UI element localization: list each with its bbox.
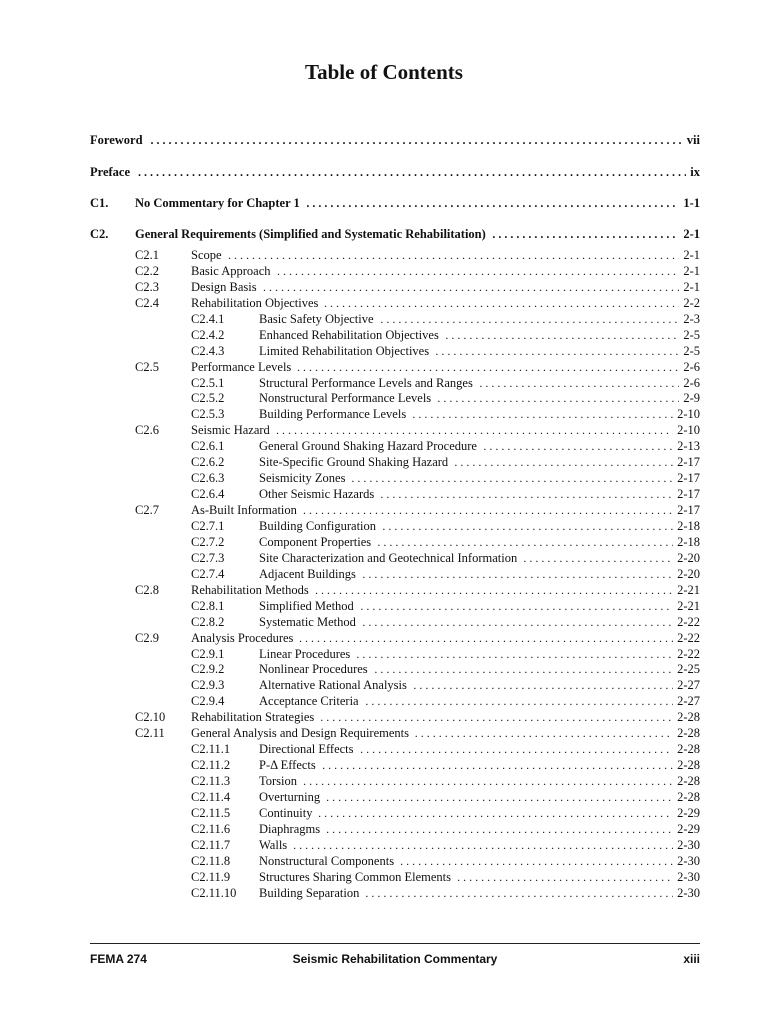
toc-entry-title: Enhanced Rehabilitation Objectives	[259, 327, 439, 342]
toc-section-entry[interactable]	[191, 438, 700, 454]
toc-entry-number: C1.	[90, 196, 109, 210]
toc-leader-dots	[306, 195, 679, 211]
toc-entry-page: 2-28	[677, 710, 700, 725]
toc-entry-number: C2.11.9	[191, 869, 231, 884]
toc-section-entry[interactable]	[135, 582, 700, 598]
toc-entry-number: C2.9.3	[191, 678, 225, 693]
toc-entry-title: General Analysis and Design Requirements	[191, 726, 410, 741]
toc-entry-title: Overturning	[259, 789, 321, 804]
toc-entry-page: 2-1	[683, 227, 700, 241]
toc-section-entry[interactable]	[135, 725, 700, 741]
toc-section-entry[interactable]	[135, 422, 700, 438]
toc-entry-page: 2-29	[677, 821, 700, 836]
toc-leader-dots	[523, 550, 673, 566]
toc-entry-number: C2.9	[135, 630, 159, 645]
toc-entry-title: Simplified Method	[259, 598, 354, 613]
toc-section-entry[interactable]	[191, 646, 700, 662]
toc-entry-page: 2-30	[677, 885, 700, 900]
toc-section-entry[interactable]	[191, 311, 700, 327]
toc-entry-page: 2-17	[677, 503, 700, 518]
toc-leader-dots	[276, 422, 673, 438]
toc-section-entry[interactable]	[191, 821, 700, 837]
toc-leader-dots	[483, 438, 673, 454]
toc-entry-title: Linear Procedures	[259, 646, 351, 661]
toc-entry-page: 2-27	[677, 678, 700, 693]
toc-entry-title: Torsion	[259, 774, 298, 789]
toc-section-entry[interactable]	[191, 757, 700, 773]
toc-section-entry[interactable]	[191, 406, 700, 422]
page-footer	[90, 952, 700, 968]
toc-leader-dots	[303, 773, 673, 789]
toc-entry-page: 2-17	[677, 471, 700, 486]
toc-leader-dots	[415, 725, 673, 741]
toc-section-entry[interactable]	[191, 390, 700, 406]
toc-entry-page: 2-18	[677, 534, 700, 549]
toc-chapter-entry[interactable]	[90, 132, 700, 148]
toc-leader-dots	[138, 164, 686, 180]
toc-entry-number: C2.7.4	[191, 566, 225, 581]
toc-leader-dots	[374, 661, 673, 677]
toc-leader-dots	[412, 406, 673, 422]
toc-entry-page: 2-30	[677, 853, 700, 868]
toc-leader-dots	[400, 853, 673, 869]
toc-entry-page: 1-1	[683, 196, 700, 210]
toc-entry-number: C2.4.3	[191, 343, 225, 358]
toc-entry-title: Limited Rehabilitation Objectives	[259, 343, 430, 358]
toc-leader-dots	[360, 741, 673, 757]
toc-entry-number: Preface	[90, 165, 131, 179]
toc-entry-page: 2-5	[683, 327, 700, 342]
toc-leader-dots	[380, 486, 673, 502]
toc-entry-title: Continuity	[259, 805, 313, 820]
toc-entry-number: C2.11.5	[191, 805, 231, 820]
toc-entry-title: Alternative Rational Analysis	[259, 678, 407, 693]
toc-entry-title: Adjacent Buildings	[259, 566, 356, 581]
toc-leader-dots	[297, 359, 679, 375]
toc-entry-number: C2.5.3	[191, 407, 225, 422]
toc-entry-title: Building Configuration	[259, 518, 377, 533]
toc-leader-dots	[437, 390, 679, 406]
toc-entry-page: ix	[690, 165, 700, 179]
toc-entry-number: C2.7.2	[191, 534, 225, 549]
toc-entry-page: 2-1	[683, 263, 700, 278]
toc-entry-title: Basic Approach	[191, 263, 271, 278]
toc-entry-title: Seismicity Zones	[259, 471, 346, 486]
toc-leader-dots	[293, 837, 673, 853]
toc-leader-dots	[457, 869, 673, 885]
toc-section-entry[interactable]	[135, 247, 700, 263]
toc-entry-number: C2.7	[135, 503, 159, 518]
toc-leader-dots	[303, 502, 673, 518]
toc-leader-dots	[362, 566, 673, 582]
toc-entry-number: C2.8	[135, 582, 159, 597]
toc-leader-dots	[413, 677, 673, 693]
toc-entry-number: C2.10	[135, 710, 166, 725]
toc-entry-number: C2.11.3	[191, 774, 231, 789]
toc-entry-title: Performance Levels	[191, 359, 292, 374]
toc-leader-dots	[356, 646, 673, 662]
toc-section-entry[interactable]	[191, 853, 700, 869]
toc-section-entry[interactable]	[191, 470, 700, 486]
toc-section-entry[interactable]	[135, 263, 700, 279]
toc-entry-number: C2.11.6	[191, 821, 231, 836]
toc-section-entry[interactable]	[191, 741, 700, 757]
toc-section-entry[interactable]	[135, 709, 700, 725]
toc-entry-title: Basic Safety Objective	[259, 311, 374, 326]
toc-entry-number: C2.4.1	[191, 311, 225, 326]
toc-entry-title: P-Δ Effects	[259, 758, 316, 773]
toc-section-entry[interactable]	[191, 343, 700, 359]
toc-chapter-entry[interactable]	[90, 164, 700, 180]
toc-section-entry[interactable]	[191, 550, 700, 566]
toc-section-entry[interactable]	[135, 279, 700, 295]
toc-entry-number: C2.11.7	[191, 837, 231, 852]
toc-entry-page: 2-18	[677, 518, 700, 533]
toc-entry-page: 2-6	[683, 359, 700, 374]
toc-leader-dots	[277, 263, 679, 279]
toc-entry-page: 2-29	[677, 805, 700, 820]
toc-section-entry[interactable]	[191, 677, 700, 693]
toc-leader-dots	[299, 630, 673, 646]
toc-section-entry[interactable]	[191, 518, 700, 534]
toc-leader-dots	[228, 247, 679, 263]
toc-entry-page: 2-30	[677, 869, 700, 884]
toc-leader-dots	[320, 709, 673, 725]
toc-section-entry[interactable]	[191, 837, 700, 853]
toc-section-entry[interactable]	[191, 805, 700, 821]
toc-section-entry[interactable]	[191, 885, 700, 901]
toc-leader-dots	[324, 295, 679, 311]
toc-entry-number: C2.9.1	[191, 646, 225, 661]
toc-leader-dots	[362, 614, 673, 630]
toc-entry-number: C2.6.3	[191, 471, 225, 486]
toc-section-entry[interactable]	[135, 295, 700, 311]
toc-entry-number: C2.4	[135, 295, 159, 310]
toc-section-entry[interactable]	[135, 502, 700, 518]
toc-entry-number: C2.7.1	[191, 518, 225, 533]
toc-entry-page: 2-9	[683, 391, 700, 406]
toc-entry-page: 2-21	[677, 582, 700, 597]
toc-entry-title: Walls	[259, 837, 288, 852]
toc-leader-dots	[454, 454, 673, 470]
toc-section-entry[interactable]	[191, 789, 700, 805]
toc-entry-title: General Requirements (Simplified and Systematic Rehabilitation)	[135, 227, 486, 241]
toc-entry-title: Building Performance Levels	[259, 407, 407, 422]
toc-leader-dots	[377, 534, 673, 550]
toc-entry-title: Nonstructural Performance Levels	[259, 391, 432, 406]
toc-entry-number: C2.11.1	[191, 742, 231, 757]
toc-entry-page: 2-28	[677, 774, 700, 789]
toc-leader-dots	[326, 789, 673, 805]
toc-entry-number: C2.11.4	[191, 789, 231, 804]
toc-entry-page: 2-22	[677, 630, 700, 645]
toc-chapter-entry[interactable]	[90, 195, 700, 211]
toc-entry-page: 2-1	[683, 248, 700, 262]
toc-entry-title: General Ground Shaking Hazard Procedure	[259, 439, 477, 454]
toc-chapter-entry[interactable]	[90, 226, 700, 242]
toc-entry-title: No Commentary for Chapter 1	[135, 196, 300, 210]
toc-entry-page: vii	[686, 133, 700, 147]
footer-publication: FEMA 274	[90, 952, 147, 966]
toc-entry-title: Analysis Procedures	[191, 630, 294, 645]
toc-leader-dots	[479, 375, 679, 391]
toc-entry-title: Rehabilitation Strategies	[191, 710, 315, 725]
toc-entry-title: Acceptance Criteria	[259, 694, 359, 709]
toc-entry-page: 2-28	[677, 742, 700, 757]
toc-entry-number: C2.11	[135, 726, 165, 741]
toc-entry-number: C2.6.4	[191, 487, 225, 502]
toc-entry-title: Scope	[191, 248, 222, 262]
toc-entry-page: 2-6	[683, 375, 700, 390]
toc-entry-number: Foreword	[90, 133, 143, 147]
footer-title: Seismic Rehabilitation Commentary	[292, 952, 498, 966]
toc-entry-number: C2.4.2	[191, 327, 225, 342]
toc-entry-number: C2.6	[135, 423, 159, 438]
toc-entry-number: C2.8.2	[191, 614, 225, 629]
toc-entry-page: 2-3	[683, 311, 700, 326]
toc-entry-title: Design Basis	[191, 279, 257, 294]
footer-page-number: xiii	[683, 952, 700, 966]
toc-entry-page: 2-28	[677, 726, 700, 741]
toc-entry-page: 2-25	[677, 662, 700, 677]
toc-leader-dots	[380, 311, 679, 327]
toc-section-entry[interactable]	[191, 327, 700, 343]
toc-entry-number: C2.1	[135, 248, 159, 262]
toc-entry-number: C2.5.2	[191, 391, 225, 406]
toc-entry-page: 2-20	[677, 566, 700, 581]
toc-entry-title: Systematic Method	[259, 614, 356, 629]
toc-section-entry[interactable]	[191, 614, 700, 630]
page-title: Table of Contents	[305, 60, 463, 84]
toc-entry-number: C2.5.1	[191, 375, 225, 390]
toc-leader-dots	[318, 805, 673, 821]
toc-section-entry[interactable]	[191, 566, 700, 582]
toc-leader-dots	[263, 279, 679, 295]
toc-entry-number: C2.	[90, 227, 109, 241]
toc-entry-title: Other Seismic Hazards	[259, 487, 375, 502]
toc-leader-dots	[492, 226, 679, 242]
toc-entry-title: Nonstructural Components	[259, 853, 395, 868]
toc-entry-page: 2-1	[683, 279, 700, 294]
toc-entry-page: 2-30	[677, 837, 700, 852]
toc-entry-title: Site Characterization and Geotechnical Information	[259, 550, 518, 565]
toc-section-entry[interactable]	[135, 359, 700, 375]
toc-entry-page: 2-2	[683, 295, 700, 310]
toc-entry-title: Directional Effects	[259, 742, 354, 757]
toc-entry-number: C2.7.3	[191, 550, 225, 565]
toc-entry-title: Building Separation	[259, 885, 360, 900]
toc-entry-title: Structures Sharing Common Elements	[259, 869, 451, 884]
toc-leader-dots	[435, 343, 679, 359]
toc-leader-dots	[326, 821, 673, 837]
toc-leader-dots	[382, 518, 673, 534]
toc-entry-title: Rehabilitation Methods	[191, 582, 309, 597]
toc-entry-title: As-Built Information	[191, 503, 297, 518]
toc-entry-page: 2-5	[683, 343, 700, 358]
toc-entry-page: 2-28	[677, 789, 700, 804]
toc-section-entry[interactable]	[191, 454, 700, 470]
toc-entry-page: 2-10	[677, 407, 700, 422]
toc-entry-number: C2.11.10	[191, 885, 237, 900]
toc-entry-page: 2-28	[677, 758, 700, 773]
toc-entry-page: 2-21	[677, 598, 700, 613]
toc-entry-page: 2-20	[677, 550, 700, 565]
toc-entry-title: Site-Specific Ground Shaking Hazard	[259, 455, 449, 470]
toc-section-entry[interactable]	[191, 869, 700, 885]
toc-entry-page: 2-17	[677, 487, 700, 502]
toc-leader-dots	[445, 327, 679, 343]
toc-section-entry[interactable]	[191, 486, 700, 502]
toc-leader-dots	[322, 757, 673, 773]
toc-section-entry[interactable]	[191, 773, 700, 789]
toc-section-entry[interactable]	[191, 598, 700, 614]
toc-entry-number: C2.5	[135, 359, 159, 374]
toc-section-entry[interactable]	[191, 375, 700, 391]
toc-leader-dots	[365, 885, 673, 901]
toc-entry-number: C2.2	[135, 263, 159, 278]
toc-entry-page: 2-22	[677, 614, 700, 629]
toc-leader-dots	[351, 470, 673, 486]
toc-section-entry[interactable]	[191, 661, 700, 677]
toc-entry-number: C2.6.1	[191, 439, 225, 454]
toc-entry-title: Rehabilitation Objectives	[191, 295, 319, 310]
toc-entry-page: 2-27	[677, 694, 700, 709]
toc-entry-number: C2.11.2	[191, 758, 231, 773]
toc-entry-page: 2-17	[677, 455, 700, 470]
toc-entry-number: C2.8.1	[191, 598, 225, 613]
toc-entry-number: C2.3	[135, 279, 159, 294]
footer-rule	[90, 943, 700, 944]
toc-entry-title: Seismic Hazard	[191, 423, 270, 438]
toc-section-entry[interactable]	[191, 534, 700, 550]
toc-section-entry[interactable]	[135, 630, 700, 646]
toc-entry-number: C2.11.8	[191, 853, 231, 868]
toc-entry-title: Structural Performance Levels and Ranges	[259, 375, 473, 390]
toc-entry-page: 2-13	[677, 439, 700, 454]
toc-leader-dots	[365, 693, 673, 709]
toc-leader-dots	[315, 582, 673, 598]
toc-leader-dots	[360, 598, 673, 614]
toc-entry-title: Component Properties	[259, 534, 372, 549]
toc-entry-title: Nonlinear Procedures	[259, 662, 368, 677]
toc-leader-dots	[151, 132, 683, 148]
toc-entry-page: 2-10	[677, 423, 700, 438]
toc-entry-number: C2.9.2	[191, 662, 225, 677]
toc-entry-number: C2.6.2	[191, 455, 225, 470]
toc-entry-title: Diaphragms	[259, 821, 321, 836]
toc-entry-number: C2.9.4	[191, 694, 225, 709]
toc-section-entry[interactable]	[191, 693, 700, 709]
toc-entry-page: 2-22	[677, 646, 700, 661]
